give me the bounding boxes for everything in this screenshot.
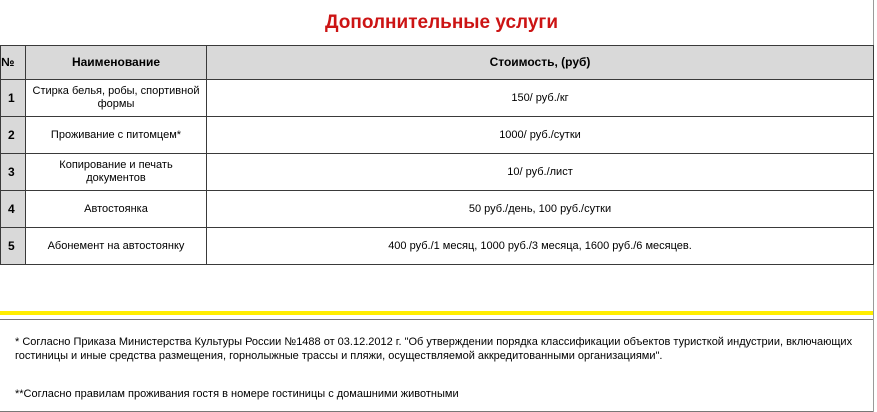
row-name: Стирка белья, робы, спортивной формы	[26, 80, 207, 117]
row-num: 4	[1, 191, 26, 228]
row-cost: 1000/ руб./сутки	[207, 117, 874, 154]
title-row	[0, 0, 877, 45]
row-cost: 400 руб./1 месяц, 1000 руб./3 месяца, 1600 руб./6 месяцев.	[207, 228, 874, 265]
row-cost: 10/ руб./лист	[207, 154, 874, 191]
row-name: Автостоянка	[26, 191, 207, 228]
header-name: Наименование	[26, 46, 207, 80]
footnotes	[0, 319, 873, 412]
row-name: Проживание с питомцем*	[26, 117, 207, 154]
row-num: 5	[1, 228, 26, 265]
row-name: Копирование и печать документов	[26, 154, 207, 191]
row-num: 3	[1, 154, 26, 191]
row-num: 1	[1, 80, 26, 117]
services-table	[0, 45, 874, 265]
header-cost: Стоимость, (руб)	[207, 46, 874, 80]
table-header-row	[1, 46, 874, 80]
row-cost: 150/ руб./кг	[207, 80, 874, 117]
yellow-separator	[0, 311, 873, 315]
footnote-2: **Согласно правилам проживания гостя в номере гостиницы с домашними животными	[15, 388, 459, 400]
page-title: Дополнительные услуги	[324, 11, 559, 33]
row-num: 2	[1, 117, 26, 154]
footnote-1: * Согласно Приказа Министерства Культуры России №1488 от 03.12.2012 г. "Об утверждении порядка классификации объектов туристкой индустрии, включающих гостиницы и иные средства размещения, горнолыжные трассы и пляжи, осуществляемой аккредитованными организациями".	[15, 336, 853, 362]
row-cost: 50 руб./день, 100 руб./сутки	[207, 191, 874, 228]
table-row	[1, 117, 874, 154]
header-num: №	[1, 46, 26, 80]
table-row	[1, 191, 874, 228]
table-row	[1, 154, 874, 191]
row-name: Абонемент на автостоянку	[26, 228, 207, 265]
table-row	[1, 80, 874, 117]
table-row	[1, 228, 874, 265]
